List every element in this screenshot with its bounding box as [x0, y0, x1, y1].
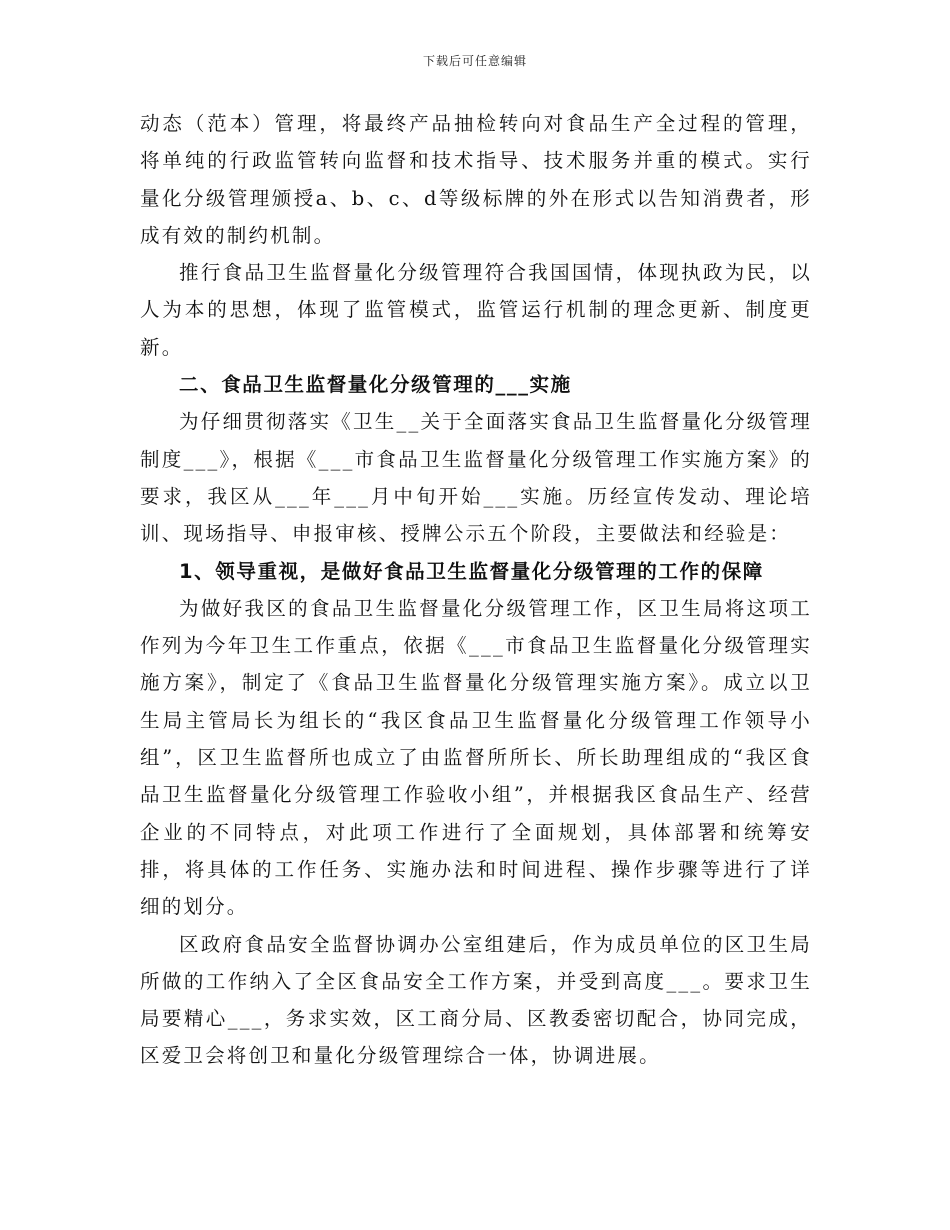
- paragraph-policy: 推行食品卫生监督量化分级管理符合我国国情，体现执政为民，以人为本的思想，体现了监管模式，监管运行机制的理念更新、制度更新。: [140, 261, 812, 359]
- document-body: [140, 105, 812, 1075]
- paragraph-coordination: 区政府食品安全监督协调办公室组建后，作为成员单位的区卫生局所做的工作纳入了全区食品安全工作方案，并受到高度___。要求卫生局要精心___，务求实效，区工商分局、区教委密切配合，协同完成，区爱卫会将创卫和量化分级管理综合一体，协调进展。: [140, 932, 812, 1068]
- subsection-heading-leadership: 1、领导重视，是做好食品卫生监督量化分级管理的工作的保障: [179, 559, 764, 583]
- page-header: 下载后可任意编辑: [422, 54, 527, 68]
- paragraph-leadership: 为做好我区的食品卫生监督量化分级管理工作，区卫生局将这项工作列为今年卫生工作重点，依据《___市食品卫生监督量化分级管理实施方案》，制定了《食品卫生监督量化分级管理实施方案》。成立以卫生局主管局长为组长的“我区食品卫生监督量化分级管理工作领导小组”，区卫生监督所也成立了由监督所所长、所长助理组成的“我区食品卫生监督量化分级管理工作验收小组”，并根据我区食品生产、经营企业的不同特点，对此项工作进行了全面规划，具体部署和统筹安排，将具体的工作任务、实施办法和时间进程、操作步骤等进行了详细的划分。: [140, 596, 812, 919]
- paragraph-implementation: 为仔细贯彻落实《卫生__关于全面落实食品卫生监督量化分级管理制度___》，根据《___市食品卫生监督量化分级管理工作实施方案》的要求，我区从___年___月中旬开始___实施。历经宣传发动、理论培训、现场指导、申报审核、授牌公示五个阶段，主要做法和经验是：: [140, 410, 812, 546]
- section-heading-implementation: 二、食品卫生监督量化分级管理的___实施: [179, 373, 572, 397]
- paragraph-continuation: 动态（范本）管理，将最终产品抽检转向对食品生产全过程的管理，将单纯的行政监管转向监督和技术指导、技术服务并重的模式。实行量化分级管理颁授a、b、c、d等级标牌的外在形式以告知消费者，形成有效的制约机制。: [140, 112, 812, 247]
